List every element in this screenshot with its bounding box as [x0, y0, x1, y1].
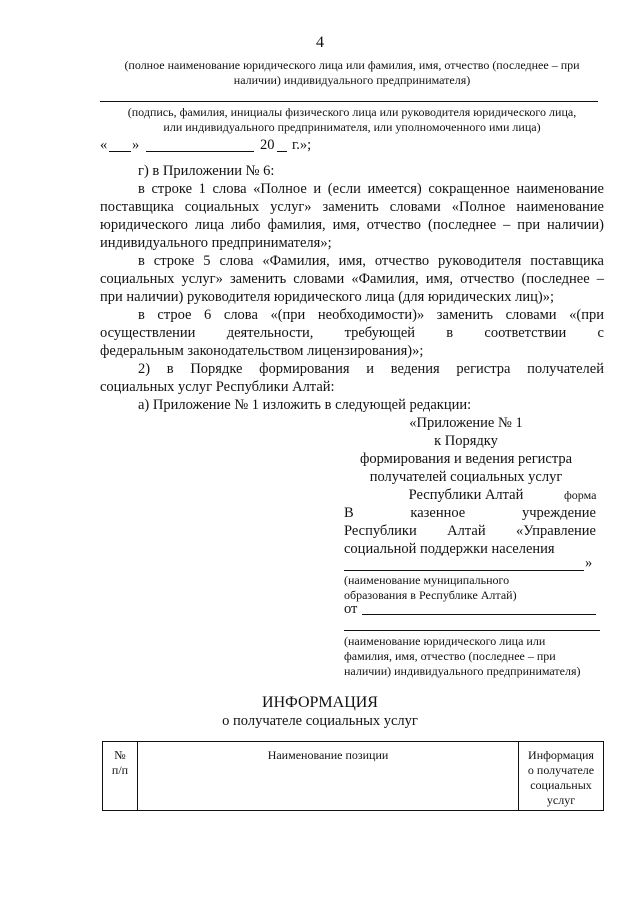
from-line-2 [344, 630, 600, 631]
table-header-row [103, 742, 604, 811]
from-caption [344, 634, 580, 679]
date-line [100, 136, 460, 154]
text-line: социальных услуг Республики Алтай: [100, 379, 335, 395]
document-title: ИНФОРМАЦИЯ [262, 694, 378, 711]
paragraph-g: г) в Приложении № 6: [138, 163, 275, 179]
from-label: от [344, 601, 358, 617]
header-text: п/п [111, 763, 129, 777]
paragraph-row6 [100, 306, 604, 360]
text-line: в строе 6 слова «(при необходимости)» заменить словами «(при [138, 307, 604, 323]
year-prefix: 20 [260, 137, 275, 153]
header-text: Наименование позиции [267, 748, 389, 762]
header-text: № [114, 748, 126, 762]
information-table [102, 741, 604, 811]
paragraph-2a: а) Приложение № 1 изложить в следующей редакции: [138, 397, 472, 413]
column-name [138, 742, 519, 811]
document-subtitle: о получателе социальных услуг [222, 713, 418, 729]
caption-line: образования в Республике Алтай) [344, 588, 517, 602]
header-caption [92, 58, 612, 88]
month-blank [146, 151, 254, 152]
appendix-line: Республики Алтай [408, 487, 524, 503]
text-line: социальных услуг» заменить словами «Фамилия, имя, отчество (последнее – [100, 271, 604, 287]
appendix-line: к Порядку [434, 433, 498, 449]
address-line: В казенное учреждение [344, 505, 596, 521]
header-text: социальных [530, 778, 592, 792]
appendix-line: получателей социальных услуг [369, 469, 563, 485]
appendix-heading [340, 414, 592, 504]
text-line: в строке 5 слова «Фамилия, имя, отчество руководителя поставщика [138, 253, 604, 269]
header-text: Информация [528, 748, 594, 762]
signature-caption [92, 105, 612, 135]
signature-caption-line: или индивидуального предпринимателя, или уполномоченного ими лица) [163, 120, 541, 134]
paragraph-row5 [100, 252, 604, 306]
text-line: поставщика социальных услуг» заменить словами «Полное наименование [100, 199, 604, 215]
signature-line [100, 101, 598, 102]
caption-line: (наименование юридического лица или [344, 634, 546, 648]
caption-line: фамилия, имя, отчество (последнее – при [344, 649, 556, 663]
text-line: юридического лица либо фамилия, имя, отчество (последнее – при наличии) [100, 217, 604, 233]
year-blank [277, 151, 287, 152]
municipality-line [344, 570, 584, 571]
page-number: 4 [316, 34, 324, 51]
header-text: о получателе [527, 763, 595, 777]
text-line: федеральным законодательством лицензирования)»; [100, 343, 424, 359]
text-line: осуществлении деятельности, требующей в соответствии с [100, 325, 604, 341]
text-line: в строке 1 слова «Полное и (если имеется) сокращенное наименование [138, 181, 604, 197]
column-info [519, 742, 604, 811]
caption-line: наличии) индивидуального предпринимателя) [344, 664, 581, 678]
paragraph-2 [100, 360, 604, 396]
address-line: Республики Алтай «Управление [344, 523, 596, 539]
address-line: социальной поддержки населения [344, 541, 555, 557]
date-close-quote: » [132, 137, 140, 153]
header-caption-line: (полное наименование юридического лица или фамилия, имя, отчество (последнее – при [124, 58, 580, 72]
header-text: услуг [546, 793, 576, 807]
from-line [362, 614, 596, 615]
signature-caption-line: (подпись, фамилия, инициалы физического лица или руководителя юридического лица, [127, 105, 577, 119]
year-suffix: г.»; [292, 137, 312, 153]
address-block [344, 504, 596, 558]
date-open-quote: « [100, 137, 108, 153]
caption-line: (наименование муниципального [344, 573, 510, 587]
appendix-line: «Приложение № 1 [409, 415, 523, 431]
address-close-quote: » [585, 555, 593, 571]
text-line: 2) в Порядке формирования и ведения регистра получателей [138, 361, 604, 377]
text-line: при наличии) руководителя юридического лица (для юридических лиц)»; [100, 289, 554, 305]
header-caption-line: наличии) индивидуального предпринимателя) [233, 73, 471, 87]
text-line: индивидуального предпринимателя»; [100, 235, 332, 251]
form-label: форма [564, 488, 597, 502]
municipality-caption [344, 573, 517, 603]
column-number [103, 742, 138, 811]
day-blank [109, 151, 131, 152]
paragraph-row1 [100, 180, 604, 252]
appendix-line: формирования и ведения регистра [359, 451, 573, 467]
